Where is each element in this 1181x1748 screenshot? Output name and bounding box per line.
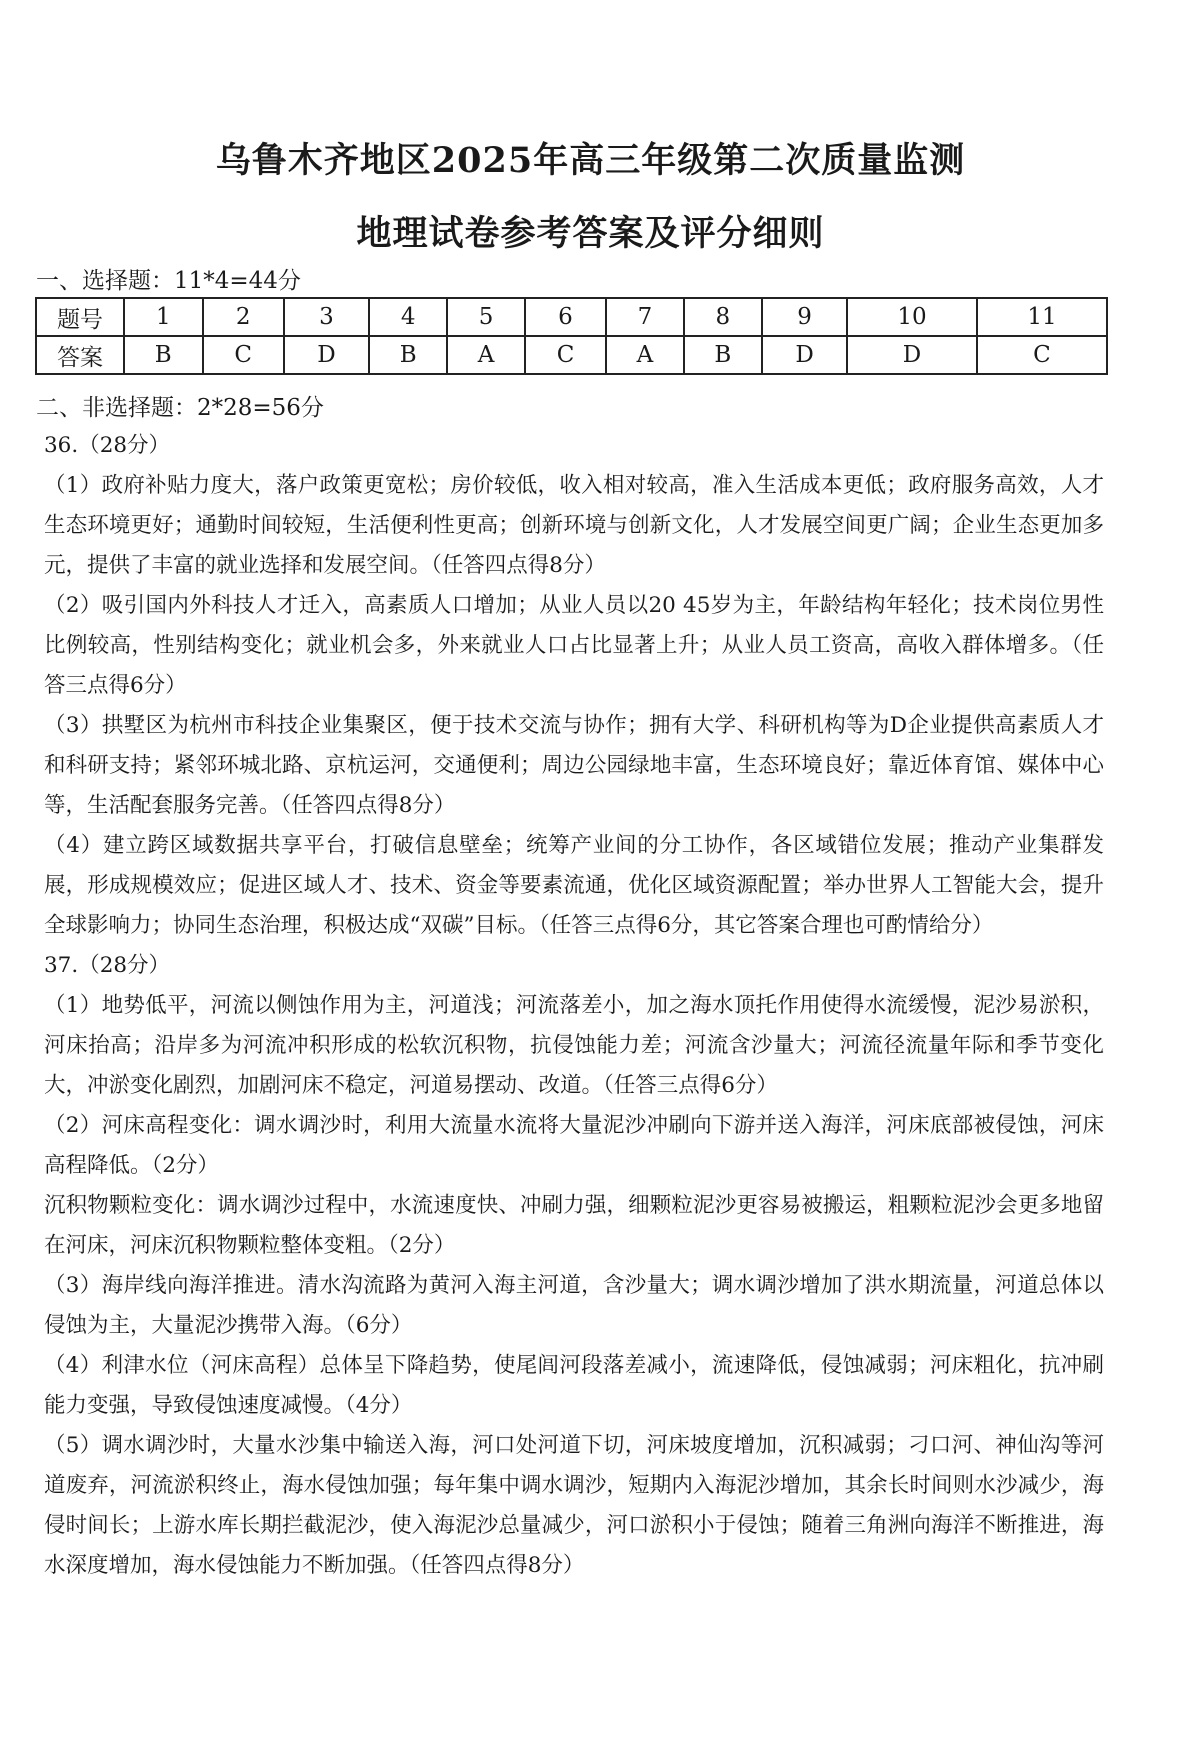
page-subtitle: 地理试卷参考答案及评分细则 bbox=[356, 213, 825, 254]
q36-part3: （3）拱墅区为杭州市科技企业集聚区，便于技术交流与协作；拥有大学、科研机构等为D企业提供高素质人才和科研支持；紧邻环城北路、京杭运河，交通便利；周边公园绿地丰富，生态环境良好；靠近体育馆、媒体中心等，生活配套服务完善。（任答四点得8分） bbox=[44, 713, 1104, 818]
row-header-question: 题号 bbox=[36, 298, 124, 336]
table-cell: 3 bbox=[284, 298, 369, 336]
table-cell: 2 bbox=[203, 298, 284, 336]
table-cell: A bbox=[606, 336, 683, 374]
table-cell: D bbox=[762, 336, 847, 374]
table-cell: D bbox=[847, 336, 977, 374]
section-nonchoice-label: 二、非选择题：2*28=56分 bbox=[36, 395, 324, 421]
table-cell: 9 bbox=[762, 298, 847, 336]
table-cell: B bbox=[369, 336, 448, 374]
table-cell: 10 bbox=[847, 298, 977, 336]
table-cell: 7 bbox=[606, 298, 683, 336]
table-cell: C bbox=[977, 336, 1107, 374]
q37-part2b: 沉积物颗粒变化：调水调沙过程中，水流速度快、冲刷力强，细颗粒泥沙更容易被搬运，粗颗粒泥沙会更多地留在河床，河床沉积物颗粒整体变粗。（2分） bbox=[44, 1193, 1104, 1258]
q36-part2: （2）吸引国内外科技人才迁入，高素质人口增加；从业人员以20 45岁为主，年龄结构年轻化；技术岗位男性比例较高，性别结构变化；就业机会多，外来就业人口占比显著上升；从业人员工资高，高收入群体增多。（任答三点得6分） bbox=[44, 593, 1104, 698]
table-cell: 1 bbox=[124, 298, 203, 336]
q37-part1: （1）地势低平，河流以侧蚀作用为主，河道浅；河流落差小，加之海水顶托作用使得水流缓慢，泥沙易淤积，河床抬高；沿岸多为河流冲积形成的松软沉积物，抗侵蚀能力差；河流含沙量大；河流径流量年际和季节变化大，冲淤变化剧烈，加剧河床不稳定，河道易摆动、改道。（任答三点得6分） bbox=[44, 993, 1104, 1098]
table-cell: 5 bbox=[447, 298, 524, 336]
answer-row bbox=[36, 336, 1107, 374]
q37-part4: （4）利津水位（河床高程）总体呈下降趋势，使尾闾河段落差减小，流速降低，侵蚀减弱；河床粗化，抗冲刷能力变强，导致侵蚀速度减慢。（4分） bbox=[44, 1353, 1104, 1418]
q37-part3: （3）海岸线向海洋推进。清水沟流路为黄河入海主河道，含沙量大；调水调沙增加了洪水期流量，河道总体以侵蚀为主，大量泥沙携带入海。（6分） bbox=[44, 1273, 1104, 1338]
q36-part1: （1）政府补贴力度大，落户政策更宽松；房价较低，收入相对较高，准入生活成本更低；政府服务高效，人才生态环境更好；通勤时间较短，生活便利性更高；创新环境与创新文化，人才发展空间更广阔；企业生态更加多元，提供了丰富的就业选择和发展空间。（任答四点得8分） bbox=[44, 473, 1104, 578]
table-cell: B bbox=[684, 336, 763, 374]
table-cell: 4 bbox=[369, 298, 448, 336]
table-cell: 11 bbox=[977, 298, 1107, 336]
page-title: 乌鲁木齐地区2025年高三年级第二次质量监测 bbox=[215, 140, 966, 181]
q36-part4: （4）建立跨区域数据共享平台，打破信息壁垒；统筹产业间的分工协作，各区域错位发展；推动产业集群发展，形成规模效应；促进区域人才、技术、资金等要素流通，优化区域资源配置；举办世界人工智能大会，提升全球影响力；协同生态治理，积极达成“双碳”目标。（任答三点得6分，其它答案合理也可酌情给分） bbox=[44, 833, 1104, 938]
section-choice-label: 一、选择题：11*4=44分 bbox=[36, 268, 301, 294]
q37-heading: 37.（28分） bbox=[44, 953, 171, 978]
row-header-answer: 答案 bbox=[36, 336, 124, 374]
answer-body bbox=[44, 426, 1104, 1586]
table-cell: C bbox=[203, 336, 284, 374]
question-number-row bbox=[36, 298, 1107, 336]
q36-heading: 36.（28分） bbox=[44, 433, 171, 458]
q37-part5: （5）调水调沙时，大量水沙集中输送入海，河口处河道下切，河床坡度增加，沉积减弱；刁口河、神仙沟等河道废弃，河流淤积终止，海水侵蚀加强；每年集中调水调沙，短期内入海泥沙增加，其余长时间则水沙减少，海侵时间长；上游水库长期拦截泥沙，使入海泥沙总量减少，河口淤积小于侵蚀；随着三角洲向海洋不断推进，海水深度增加，海水侵蚀能力不断加强。（任答四点得8分） bbox=[44, 1433, 1104, 1578]
table-cell: C bbox=[525, 336, 606, 374]
q37-part2a: （2）河床高程变化：调水调沙时，利用大流量水流将大量泥沙冲刷向下游并送入海洋，河床底部被侵蚀，河床高程降低。（2分） bbox=[44, 1113, 1104, 1178]
choice-answer-table bbox=[35, 297, 1108, 375]
table-cell: 8 bbox=[684, 298, 763, 336]
table-cell: 6 bbox=[525, 298, 606, 336]
table-cell: B bbox=[124, 336, 203, 374]
table-cell: A bbox=[447, 336, 524, 374]
table-cell: D bbox=[284, 336, 369, 374]
